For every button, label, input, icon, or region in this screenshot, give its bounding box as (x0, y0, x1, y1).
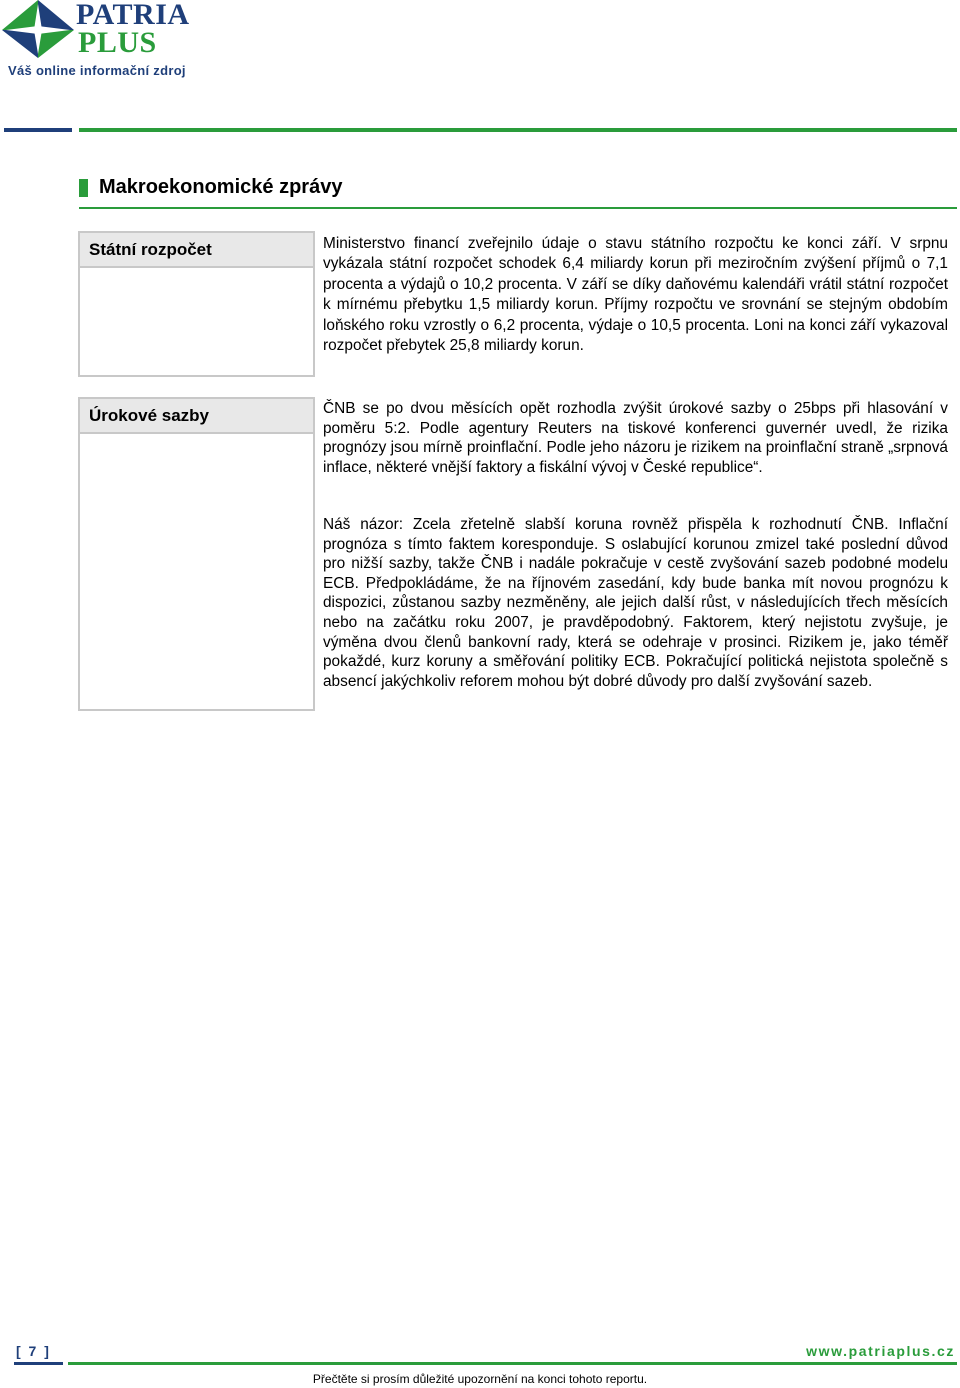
side-box-state-budget (78, 231, 315, 377)
logo-tagline: Váš online informační zdroj (8, 63, 186, 78)
logo-word-plus: PLUS (78, 26, 157, 59)
logo-emblem-icon (2, 0, 74, 60)
side-box-interest-rates (78, 397, 315, 711)
footer-rule-blue (14, 1362, 63, 1365)
page-number: [ 7 ] (16, 1343, 51, 1359)
patria-plus-logo (2, 0, 212, 82)
section-title: Makroekonomické zprávy (99, 176, 343, 198)
paragraph-interest-rates: ČNB se po dvou měsících opět rozhodla zvýšit úrokové sazby o 25bps při hlasování v poměru 5:2. Podle agentury Reuters na tiskové konferenci guvernér uvedl, že rizika prognózy jsou mírně proinflační. Podle jeho názoru je rizikem na proinflační straně „srpnová inflace, některé vnější faktory a fiskální vývoj v České republice“. (323, 400, 948, 476)
section-underline (79, 207, 957, 209)
side-heading-interest-rates: Úrokové sazby (80, 399, 313, 434)
side-heading-state-budget: Státní rozpočet (80, 233, 313, 268)
section-marker (79, 179, 88, 197)
header-rule-blue (4, 128, 72, 132)
paragraph-our-view: Náš názor: Zcela zřetelně slabší koruna rovněž přispěla k rozhodnutí ČNB. Inflační prognóza s tímto faktem koresponduje. S oslabující korunou zmizel také poslední důvod pro nižší sazby, takže ČNB i nadále pokračuje v cestě zvyšování sazeb podobné modelu ECB. Předpokládáme, že na říjnovém zasedání, kdy bude banka mít novou prognózu k dispozici, zůstanou sazby nezměněny, ale jejich další růst, v následujících třech měsících nebo na začátku roku 2007, je pravděpodobný. Faktorem, který nejistotu zvyšuje, je výměna dvou členů bankovní rady, která se odehraje v prosinci. Rizikem je, jako téměř pokaždé, kurz koruny a směřování politiky ECB. Pokračující politická nejistota společně s absencí jakýchkoliv reforem mohou být dobré důvody pro další zvyšování sazeb. (323, 516, 948, 690)
website-link[interactable]: www.patriaplus.cz (806, 1343, 955, 1359)
header-rule-green (79, 128, 957, 132)
footer-disclaimer: Přečtěte si prosím důležité upozornění na konci tohoto reportu. (312, 1372, 648, 1386)
footer-rule-green (68, 1362, 957, 1365)
logo-word-patria: PATRIA (76, 0, 190, 31)
paragraph-state-budget: Ministerstvo financí zveřejnilo údaje o stavu státního rozpočtu ke konci září. V srpnu vykázala státní rozpočet schodek 6,4 miliardy korun při meziročním zvýšení příjmů o 7,1 procenta a výdajů o 10,2 procenta. V září se díky daňovému kalendáři vrátil státní rozpočet k mírnému přebytku 1,5 miliardy korun. Příjmy rozpočtu ve srovnání se stejným obdobím loňského roku vzrostly o 6,2 procenta, výdaje o 10,5 procenta. Loni na konci září vykazoval rozpočet přebytek 25,8 miliardy korun. (323, 235, 948, 355)
